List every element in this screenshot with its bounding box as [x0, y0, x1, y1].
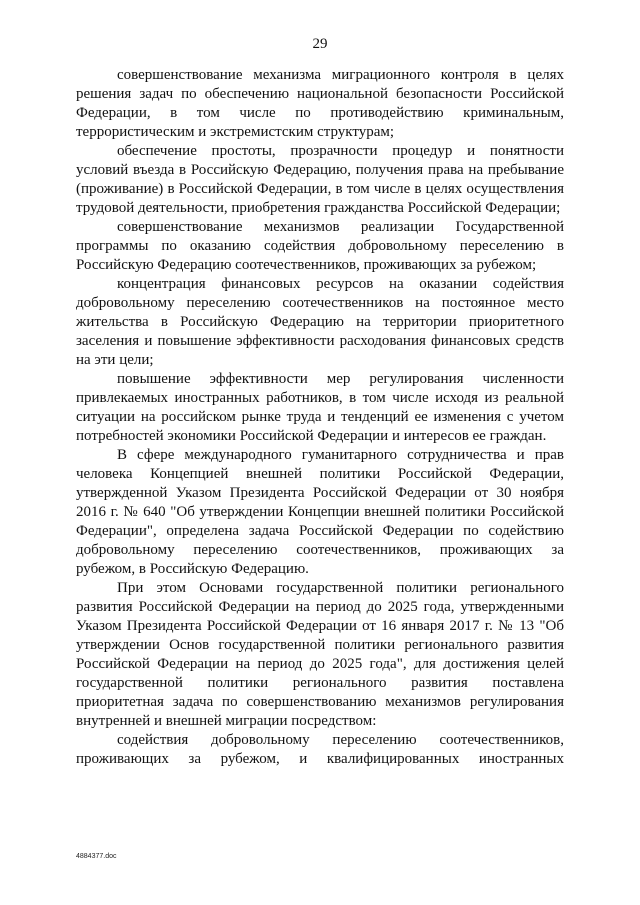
paragraph: совершенствование механизма миграционного контроля в целях решения задач по обеспечению национальной безопасности Российской Федерации, в том числе по противодействию криминальным, террористическим и экстремистским структурам; — [76, 67, 564, 140]
document-body — [76, 66, 564, 769]
paragraph: повышение эффективности мер регулирования численности привлекаемых иностранных работников, в том числе исходя из реальной ситуации на российском рынке труда и тенденций ее изменения с учетом потребностей экономики Российской Федерации и интересов ее граждан. — [76, 371, 564, 444]
paragraph: концентрация финансовых ресурсов на оказании содействия добровольному переселению соотечественников на постоянное место жительства в Российскую Федерацию на территории приоритетного заселения и повышение эффективности расходования финансовых средств на эти цели; — [76, 276, 564, 368]
paragraph: обеспечение простоты, прозрачности процедур и понятности условий въезда в Российскую Федерацию, получения права на пребывание (проживание) в Российской Федерации, в том числе в целях осуществления трудовой деятельности, приобретения гражданства Российской Федерации; — [76, 143, 564, 216]
paragraph: В сфере международного гуманитарного сотрудничества и прав человека Концепцией внешней политики Российской Федерации, утвержденной Указом Президента Российской Федерации от 30 ноября 2016 г. № 640 "Об утверждении Концепции внешней политики Российской Федерации", определена задача Российской Федерации по содействию добровольному переселению соотечественников, проживающих за рубежом, в Российскую Федерацию. — [76, 447, 564, 577]
paragraph: содействия добровольному переселению соотечественников, проживающих за рубежом, и квалифицированных иностранных — [76, 732, 564, 767]
page-number: 29 — [312, 36, 328, 52]
paragraph: совершенствование механизмов реализации Государственной программы по оказанию содействия добровольному переселению в Российскую Федерацию соотечественников, проживающих за рубежом; — [76, 219, 564, 273]
paragraph: При этом Основами государственной политики регионального развития Российской Федерации на период до 2025 года, утвержденными Указом Президента Российской Федерации от 16 января 2017 г. № 13 "Об утверждении Основ государственной политики регионального развития Российской Федерации на период до 2025 года", для достижения целей государственной политики регионального развития поставлена приоритетная задача по совершенствованию механизмов регулирования внутренней и внешней миграции посредством: — [76, 580, 564, 729]
document-file-code: 4884377.doc — [76, 853, 117, 860]
